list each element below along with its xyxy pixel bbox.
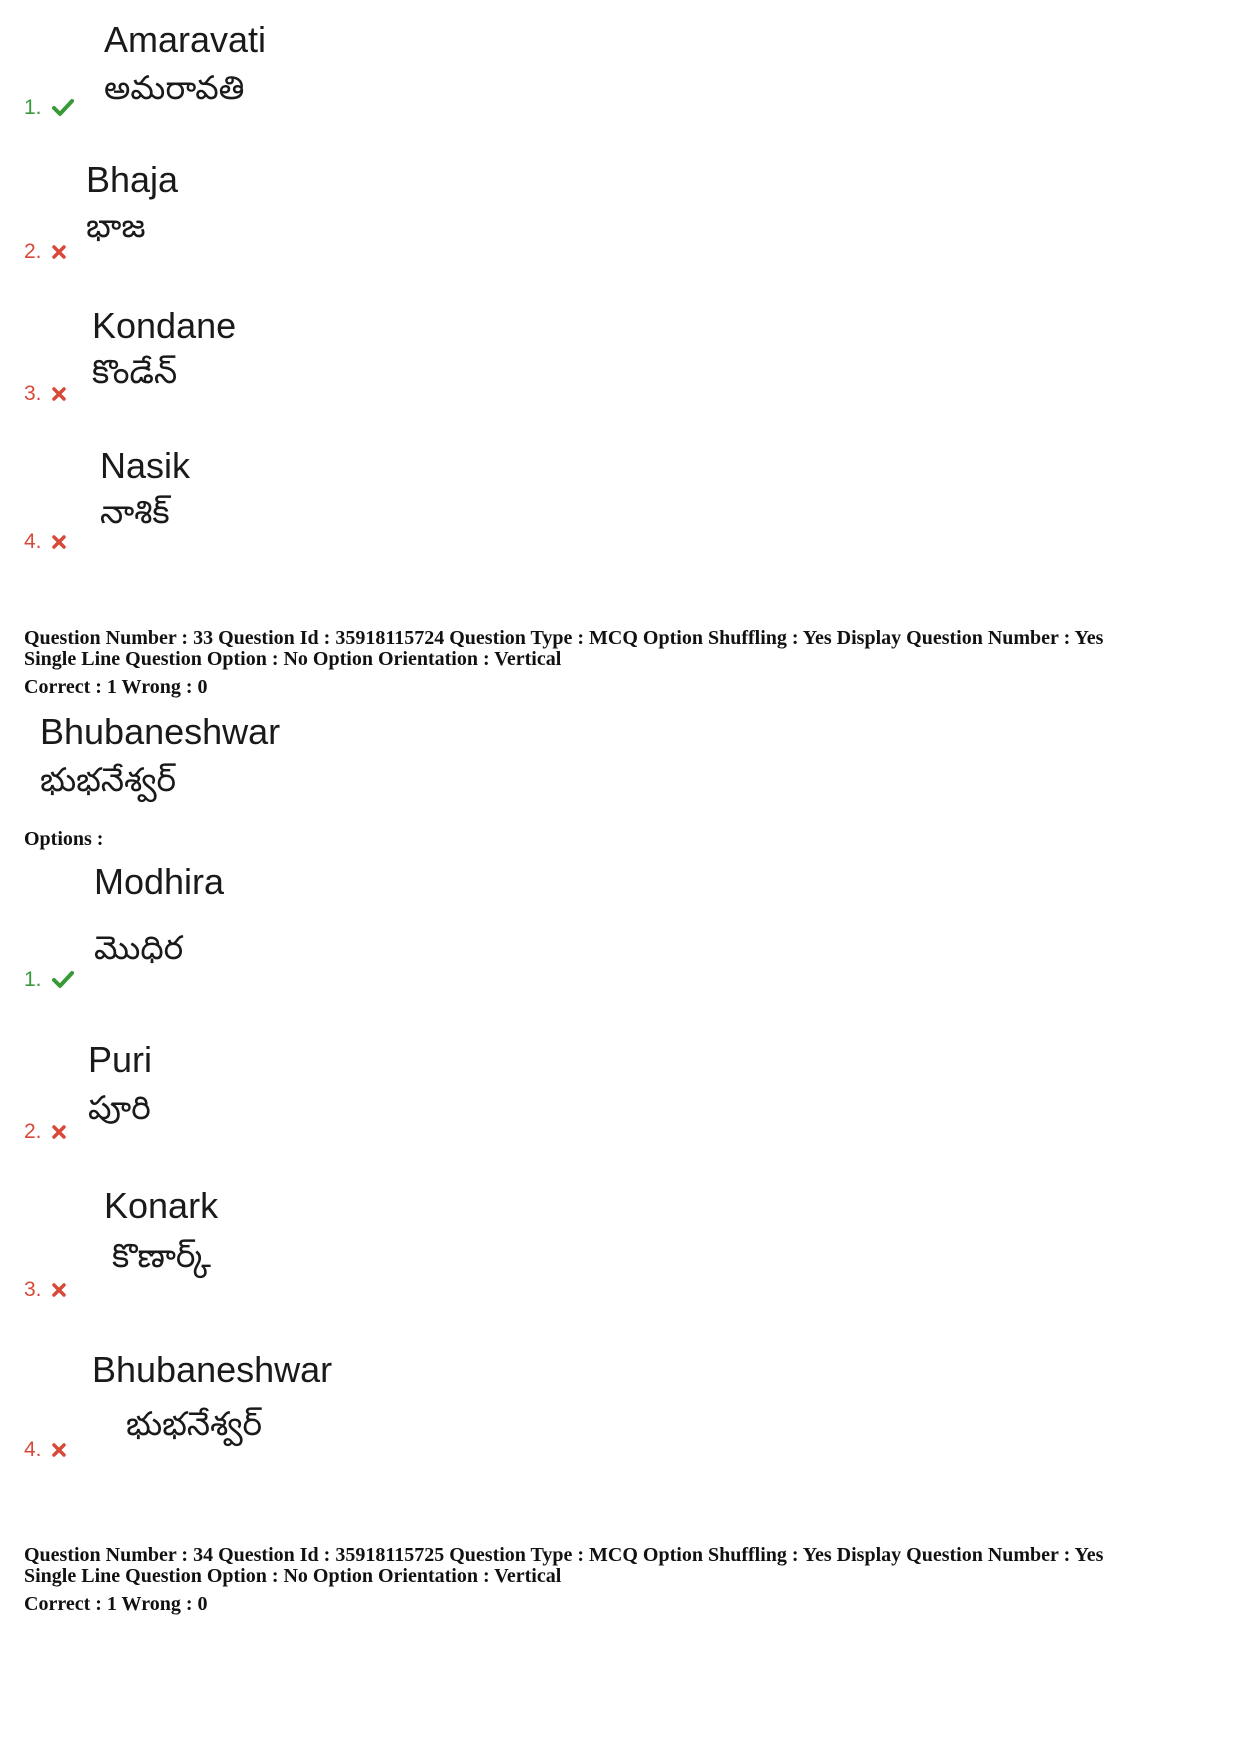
option-2-number: 2. [24,240,42,263]
option-1-english: Amaravati [104,19,267,60]
q33-option-3-marker [24,1278,66,1302]
q33-option-4-marker [24,1438,66,1462]
q33-option-2-english: Puri [88,1039,153,1080]
q33-option-2-number: 2. [24,1120,42,1143]
question-33-meta-line-2: Single Line Question Option : No Option Orientation : Vertical [24,648,562,670]
q33-option-1-marker [24,968,74,992]
option-4-number: 4. [24,530,42,553]
q33-option-4-english: Bhubaneshwar [92,1349,333,1390]
option-1-marker [24,96,74,120]
cross-icon [52,387,66,401]
question-33-score: Correct : 1 Wrong : 0 [24,676,208,698]
options-label: Options : [24,828,104,850]
question-33-meta-line-1: Question Number : 33 Question Id : 35918115724 Question Type : MCQ Option Shuffling : Yes Display Question Number : Yes [24,627,1104,649]
q33-option-2-marker [24,1120,66,1144]
question-34-meta-line-1: Question Number : 34 Question Id : 35918115725 Question Type : MCQ Option Shuffling : Yes Display Question Number : Yes [24,1544,1104,1566]
option-3-image [92,306,236,392]
option-4-image [100,446,190,532]
option-3-number: 3. [24,382,42,405]
option-4-telugu: నాశిక్ [100,493,170,530]
cross-icon [52,1443,66,1457]
option-1-telugu: అమరావతి [104,69,245,106]
check-icon [52,99,74,117]
option-2-image [86,160,178,246]
q33-option-3-number: 3. [24,1278,42,1301]
cross-icon [52,1283,66,1297]
option-1-image [104,20,266,108]
q33-option-1-english: Modhira [94,861,225,902]
q33-option-3-telugu: కొణార్క్ [112,1237,211,1274]
q33-option-1-telugu: మొధిర [94,929,184,966]
q33-option-1-image [94,862,224,968]
question-33-telugu: భుభనేశ్వర్ [40,761,177,798]
q33-option-1-number: 1. [24,968,42,991]
option-4-marker [24,530,66,554]
option-3-marker [24,382,66,406]
question-33-text-image [40,712,280,800]
cross-icon [52,535,66,549]
option-2-telugu: భాజ [86,207,146,244]
q33-option-2-image [88,1040,152,1128]
question-34-meta-line-2: Single Line Question Option : No Option Orientation : Vertical [24,1565,562,1587]
option-4-english: Nasik [100,445,191,486]
option-2-marker [24,240,66,264]
q33-option-4-number: 4. [24,1438,42,1461]
check-icon [52,971,74,989]
option-3-telugu: కొండేన్ [92,353,178,390]
option-1-number: 1. [24,96,42,119]
q33-option-3-image [104,1186,218,1276]
q33-option-2-telugu: పూరి [88,1089,151,1126]
option-3-english: Kondane [92,305,237,346]
question-34-score: Correct : 1 Wrong : 0 [24,1593,208,1615]
cross-icon [52,1125,66,1139]
question-33-english: Bhubaneshwar [40,711,281,752]
cross-icon [52,245,66,259]
q33-option-4-telugu: భుభనేశ్వర్ [126,1405,263,1442]
q33-option-4-image [92,1350,332,1444]
q33-option-3-english: Konark [104,1185,219,1226]
option-2-english: Bhaja [86,159,179,200]
